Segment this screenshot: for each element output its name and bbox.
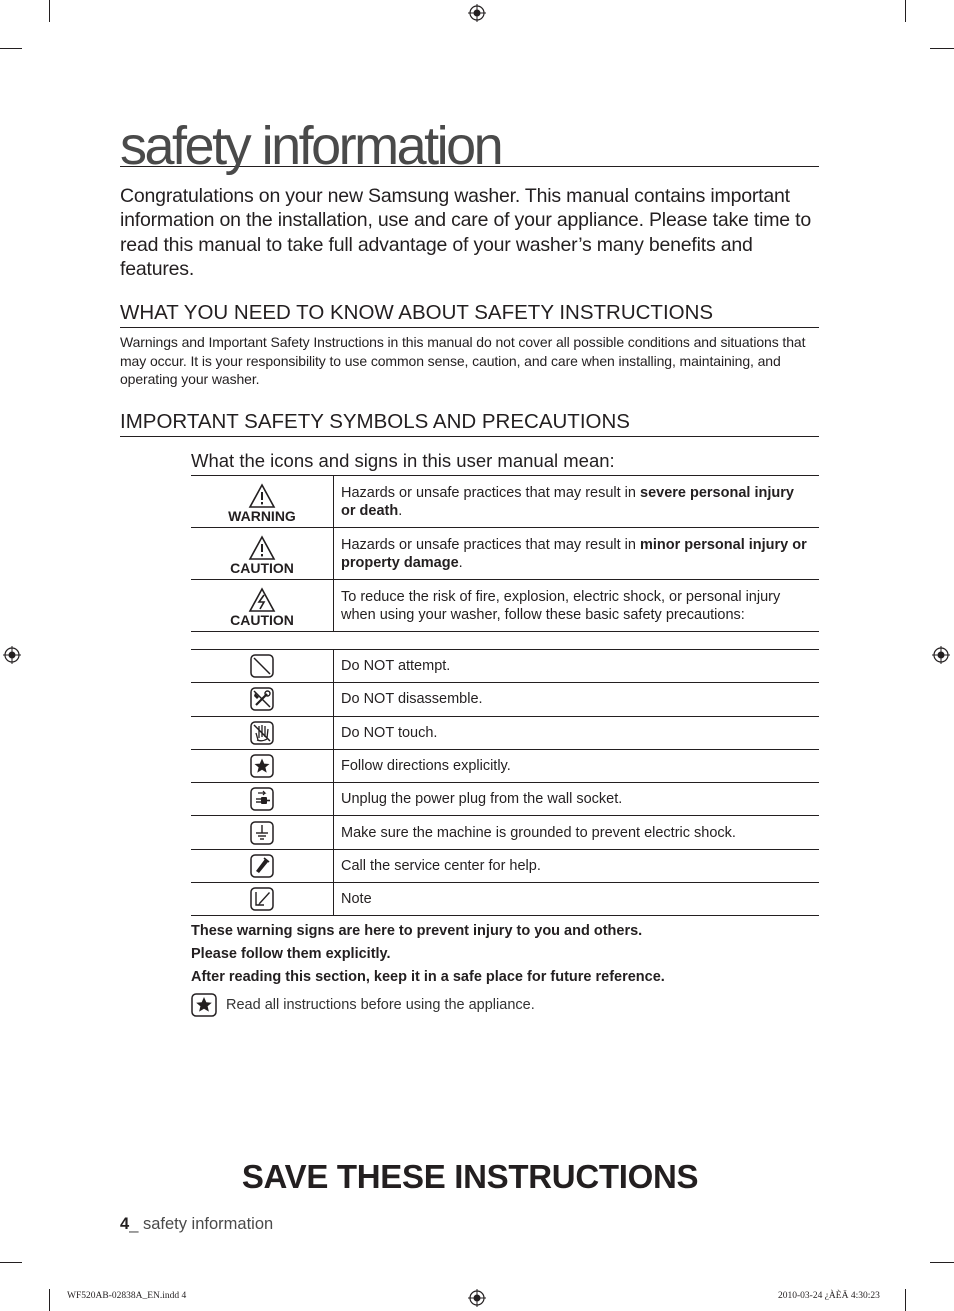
crop-mark bbox=[930, 1262, 954, 1263]
section-body-know: Warnings and Important Safety Instructions in this manual do not cover all possible conditions and situations that may occur. It is your responsibility to use common sense, caution, and care when installing, maintaining, and operating your washer. bbox=[120, 334, 806, 388]
crop-mark bbox=[0, 48, 22, 49]
symbol-description: Note bbox=[334, 883, 820, 916]
table-row bbox=[191, 580, 819, 632]
symbols-subheading: What the icons and signs in this user manual mean: bbox=[191, 450, 615, 471]
table-row bbox=[191, 783, 819, 816]
table-row bbox=[191, 650, 819, 683]
signal-description: Hazards or unsafe practices that may result in minor personal injury or property damage. bbox=[334, 528, 820, 580]
symbol-description: Do NOT touch. bbox=[334, 716, 820, 749]
table-row bbox=[191, 883, 819, 916]
read-all-note bbox=[191, 993, 535, 1017]
intro-paragraph: Congratulations on your new Samsung washer. This manual contains important information on the installation, use and care of your appliance. Please take time to read this manual to take full advantage of your washer’s many benefits and features. bbox=[120, 185, 812, 280]
electric-caution-icon bbox=[248, 587, 276, 613]
no-touch-icon bbox=[250, 721, 274, 745]
symbols-table bbox=[191, 649, 819, 916]
symbol-description: Do NOT disassemble. bbox=[334, 683, 820, 716]
table-row bbox=[191, 683, 819, 716]
registration-mark-icon bbox=[468, 4, 486, 22]
page-footer bbox=[120, 1215, 273, 1234]
symbol-description: Call the service center for help. bbox=[334, 849, 820, 882]
no-disassemble-icon bbox=[250, 687, 274, 711]
symbol-description: Follow directions explicitly. bbox=[334, 749, 820, 782]
table-row bbox=[191, 816, 819, 849]
note-icon bbox=[250, 887, 274, 911]
symbol-description: Make sure the machine is grounded to prevent electric shock. bbox=[334, 816, 820, 849]
section-heading-know: WHAT YOU NEED TO KNOW ABOUT SAFETY INSTRUCTIONS bbox=[120, 300, 819, 328]
page-title: safety information bbox=[120, 112, 819, 167]
signal-label: CAUTION bbox=[230, 559, 294, 576]
table-row bbox=[191, 476, 819, 528]
ground-icon bbox=[250, 821, 274, 845]
registration-mark-icon bbox=[932, 646, 950, 664]
note-line: Please follow them explicitly. bbox=[191, 946, 391, 962]
warning-notes bbox=[191, 920, 665, 989]
prohibited-icon bbox=[250, 654, 274, 678]
registration-mark-icon bbox=[3, 646, 21, 664]
symbol-description: Unplug the power plug from the wall socket. bbox=[334, 783, 820, 816]
crop-mark bbox=[0, 1262, 22, 1263]
warning-triangle-icon bbox=[248, 483, 276, 509]
page-number: 4 bbox=[120, 1215, 130, 1233]
slug-filename: WF520AB-02838A_EN.indd 4 bbox=[67, 1291, 187, 1301]
crop-mark bbox=[905, 0, 906, 22]
crop-mark bbox=[49, 0, 50, 22]
registration-mark-icon bbox=[468, 1289, 486, 1307]
crop-mark bbox=[930, 48, 954, 49]
footer-separator: _ bbox=[129, 1215, 143, 1233]
read-all-text: Read all instructions before using the appliance. bbox=[226, 997, 535, 1013]
signal-description: Hazards or unsafe practices that may result in severe personal injury or death. bbox=[334, 476, 820, 528]
footer-section: safety information bbox=[142, 1215, 274, 1233]
signal-words-table bbox=[191, 475, 819, 632]
phone-icon bbox=[250, 854, 274, 878]
caution-triangle-icon bbox=[248, 535, 276, 561]
table-row bbox=[191, 528, 819, 580]
table-row bbox=[191, 849, 819, 882]
slug-timestamp: 2010-03-24 ¿ÀÈÄ 4:30:23 bbox=[778, 1291, 880, 1301]
note-line: After reading this section, keep it in a safe place for future reference. bbox=[191, 969, 665, 985]
signal-label: WARNING bbox=[228, 507, 296, 524]
star-icon bbox=[191, 993, 217, 1017]
crop-mark bbox=[905, 1289, 906, 1311]
signal-label: CAUTION bbox=[230, 611, 294, 628]
crop-mark bbox=[49, 1289, 50, 1311]
table-row bbox=[191, 749, 819, 782]
unplug-icon bbox=[250, 787, 274, 811]
signal-description: To reduce the risk of fire, explosion, electric shock, or personal injury when using your washer, follow these basic safety precautions: bbox=[334, 580, 820, 632]
section-heading-symbols: IMPORTANT SAFETY SYMBOLS AND PRECAUTIONS bbox=[120, 409, 819, 437]
symbol-description: Do NOT attempt. bbox=[334, 650, 820, 683]
table-row bbox=[191, 716, 819, 749]
star-icon bbox=[250, 754, 274, 778]
note-line: These warning signs are here to prevent injury to you and others. bbox=[191, 923, 643, 939]
save-instructions-heading: SAVE THESE INSTRUCTIONS bbox=[241, 1158, 699, 1195]
